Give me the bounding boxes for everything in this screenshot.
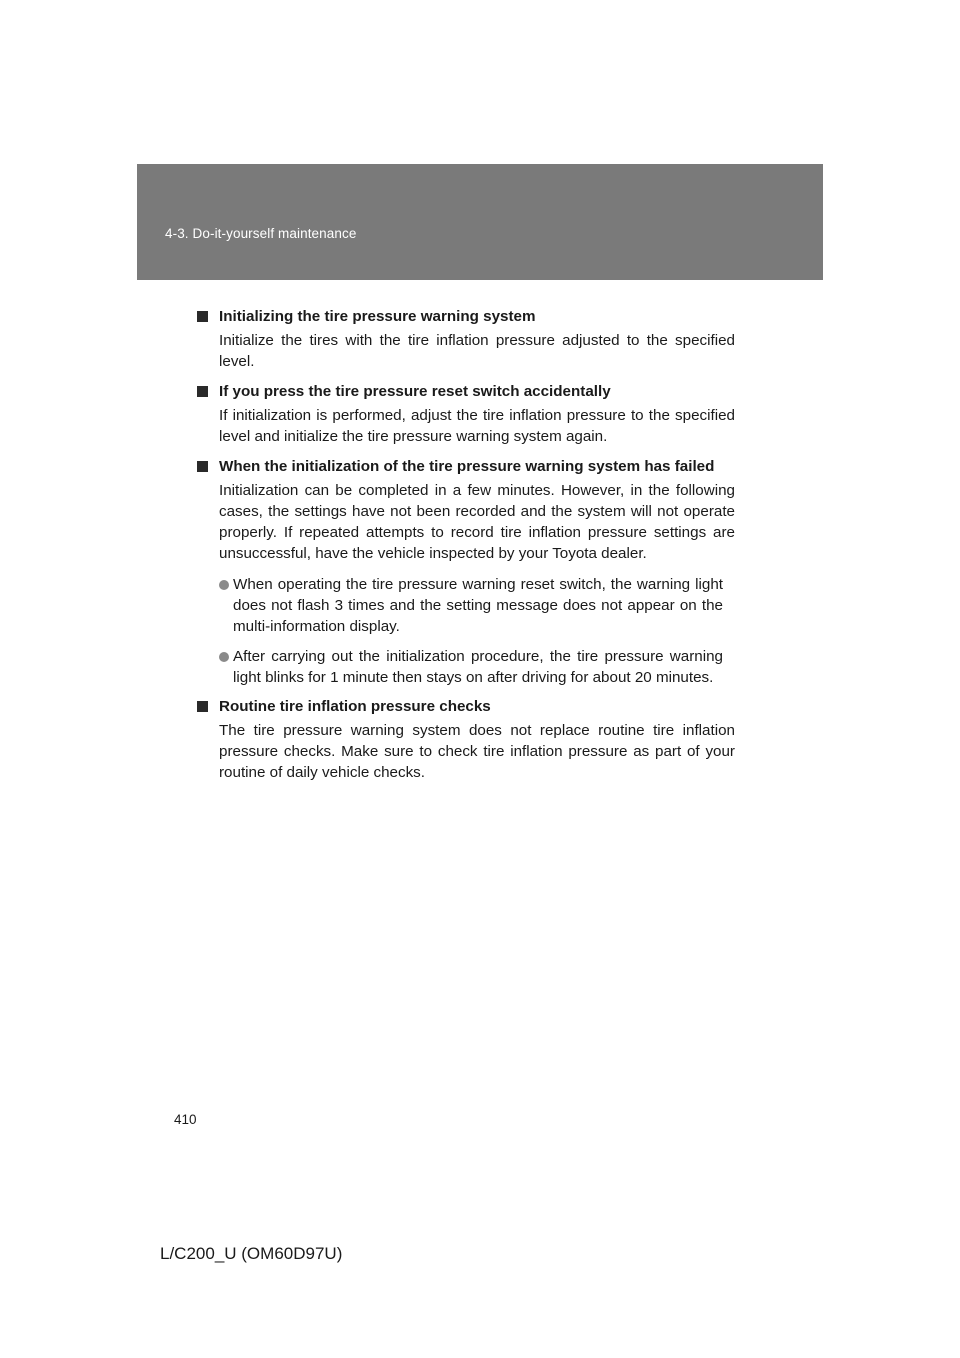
circle-bullet-icon xyxy=(219,580,229,590)
list-item-text: When operating the tire pressure warning reset switch, the warning light does not flash 3 times and the setting message does not appear on the multi-information display. xyxy=(233,576,723,635)
header-band xyxy=(137,164,823,280)
square-bullet-icon xyxy=(197,701,208,712)
page-content xyxy=(197,307,735,793)
section-heading-text: When the initialization of the tire pressure warning system has failed xyxy=(219,458,715,475)
section-body: If initialization is performed, adjust the tire inflation pressure to the specified level and initialize the tire pressure warning system again. xyxy=(219,407,735,445)
section-heading xyxy=(197,382,735,402)
section-body: The tire pressure warning system does not replace routine tire inflation pressure checks. Make sure to check tire inflation pressure as part of your routine of daily vehicle checks. xyxy=(219,722,735,781)
square-bullet-icon xyxy=(197,461,208,472)
section-title: 4-3. Do-it-yourself maintenance xyxy=(165,226,357,241)
square-bullet-icon xyxy=(197,386,208,397)
section-heading-text: If you press the tire pressure reset switch accidentally xyxy=(219,383,611,400)
list-item xyxy=(197,574,735,637)
section-heading xyxy=(197,457,735,477)
section-heading xyxy=(197,307,735,327)
section-heading-text: Initializing the tire pressure warning system xyxy=(219,308,536,325)
list-item-text: After carrying out the initialization procedure, the tire pressure warning light blinks for 1 minute then stays on after driving for about 20 minutes. xyxy=(233,648,723,686)
section-body: Initialize the tires with the tire inflation pressure adjusted to the specified level. xyxy=(219,332,735,370)
circle-bullet-icon xyxy=(219,652,229,662)
page-number: 410 xyxy=(174,1112,197,1127)
section-body: Initialization can be completed in a few minutes. However, in the following cases, the settings have not been recorded and the system will not operate properly. If repeated attempts to record tire inflation pressure settings are unsuccessful, have the vehicle inspected by your Toyota dealer. xyxy=(219,482,735,562)
square-bullet-icon xyxy=(197,311,208,322)
document-code: L/C200_U (OM60D97U) xyxy=(160,1244,343,1263)
section-heading-text: Routine tire inflation pressure checks xyxy=(219,698,491,715)
section-heading xyxy=(197,697,735,717)
list-item xyxy=(197,646,735,688)
